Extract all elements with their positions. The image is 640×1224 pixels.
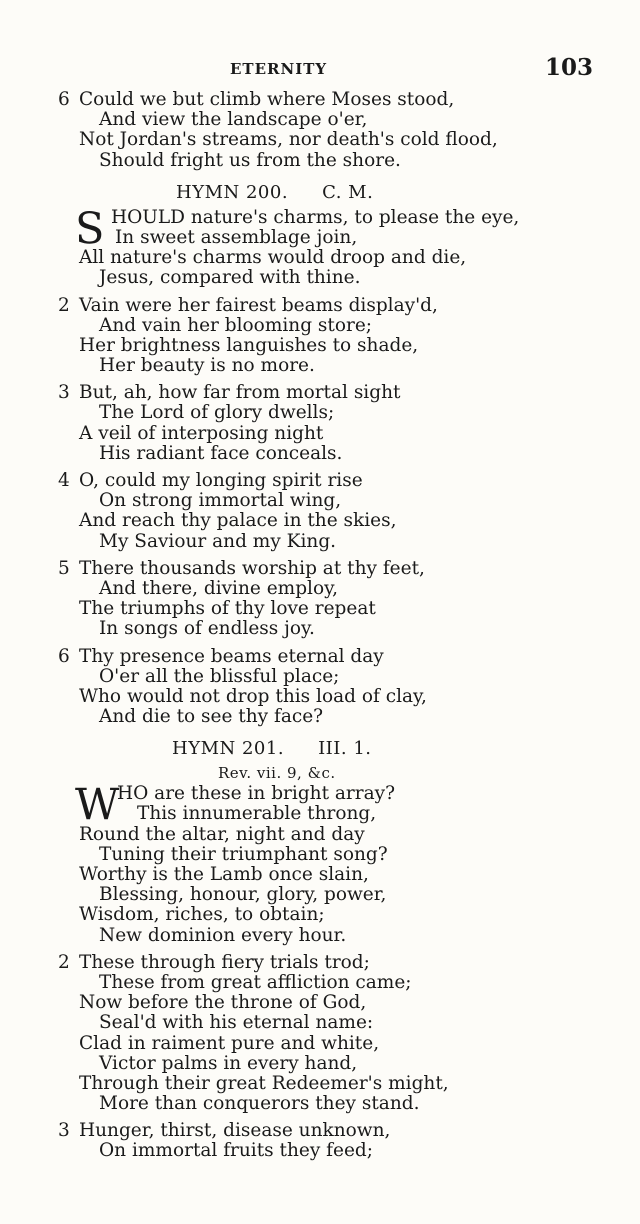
hymn-200-stanza-1 [0,203,640,289]
verse-line: Who would not drop this load of clay, [79,685,427,707]
verse-line: Clad in raiment pure and white, [79,1032,380,1054]
verse-number: 2 [58,951,70,973]
verse-line: My Saviour and my King. [99,530,337,552]
verse-number: 6 [58,89,70,110]
verse-line: Seal'd with his eternal name: [99,1012,374,1034]
verse-line: 6 Could we but climb where Moses stood, [58,89,455,110]
drop-cap: W [75,780,120,831]
verse-line: 2 Vain were her fairest beams display'd, [58,294,438,316]
verse-line: And there, divine employ, [99,577,338,599]
verse-line: HOULD nature's charms, to please the eye, [111,206,520,228]
verse-line: Jesus, compared with thine. [99,267,361,289]
hymn-201-stanza-3 [0,1121,640,1161]
verse-line: Now before the throne of God, [79,992,367,1014]
hymn-200-stanza-5 [0,559,640,640]
verse-line: Victor palms in every hand, [99,1052,358,1074]
page-number: 103 [545,54,594,81]
verse-line: 4 O, could my longing spirit rise [58,470,363,491]
verse-line: Should fright us from the shore. [99,149,401,171]
verse-line: And view the landscape o'er, [99,109,368,131]
verse-line: 5 There thousands worship at thy feet, [58,557,425,579]
hymn-meter: III. 1. [318,738,372,760]
hymn-meter: C. M. [322,181,374,203]
verse-line: 2 These through fiery trials trod; [58,951,370,973]
verse-number: 3 [58,1120,70,1142]
verse-line: The triumphs of thy love repeat [79,598,376,620]
verse-number: 2 [58,294,70,316]
verse-line: These from great affliction came; [99,971,412,993]
stanza-prev-6 [0,90,640,171]
verse-line: And reach thy palace in the skies, [79,510,397,532]
verse-line: Her beauty is no more. [99,355,315,377]
verse-line: His radiant face conceals. [99,442,343,464]
verse-line: Round the altar, night and day [79,823,365,845]
verse-number: 5 [58,557,70,579]
verse-line: HO are these in bright array? [117,783,396,805]
verse-line: Through their great Redeemer's might, [79,1072,449,1094]
drop-cap: S [75,203,105,254]
page-body [0,90,640,1169]
verse-line: Wisdom, riches, to obtain; [79,904,325,926]
verse-line: In sweet assemblage join, [115,226,358,248]
verse-line: Her brightness languishes to shade, [79,334,419,356]
verse-line: 3 But, ah, how far from mortal sight [58,382,401,404]
verse-number: 4 [58,470,70,491]
verse-number: 6 [58,645,70,667]
hymn-200-stanza-6 [0,647,640,728]
hymn-201-stanza-1 [0,780,640,946]
hymn-200-stanza-3 [0,383,640,464]
verse-line: And die to see thy face? [99,706,324,728]
verse-line: On strong immortal wing, [99,490,342,512]
hymn-200-stanza-2 [0,296,640,377]
hymn-201-stanza-2 [0,953,640,1115]
verse-line: A veil of interposing night [79,422,324,444]
running-title: ETERNITY [230,60,328,78]
verse-line: The Lord of glory dwells; [99,402,335,424]
verse-line: O'er all the blissful place; [99,665,340,687]
page-header [0,54,640,82]
scripture-reference: Rev. vii. 9, &c. [218,764,336,783]
verse-line: 3 Hunger, thirst, disease unknown, [58,1120,391,1142]
verse-line: All nature's charms would droop and die, [79,247,467,269]
hymn-201-heading [0,734,640,764]
verse-line: 6 Thy presence beams eternal day [58,645,384,667]
verse-line: More than conquerors they stand. [99,1093,420,1115]
verse-line: On immortal fruits they feed; [99,1140,373,1162]
hymn-number: HYMN 201. [172,738,285,760]
verse-line: New dominion every hour. [99,924,347,946]
verse-line: Blessing, honour, glory, power, [99,884,387,906]
verse-number: 3 [58,382,70,404]
verse-line: And vain her blooming store; [99,314,373,336]
verse-line: Worthy is the Lamb once slain, [79,864,369,885]
verse-line: In songs of endless joy. [99,618,315,640]
verse-line: Not Jordan's streams, nor death's cold flood, [79,129,498,151]
verse-line: This innumerable throng, [137,803,377,825]
verse-line: Tuning their triumphant song? [99,843,388,865]
hymn-number: HYMN 200. [176,181,289,203]
hymn-200-stanza-4 [0,471,640,552]
